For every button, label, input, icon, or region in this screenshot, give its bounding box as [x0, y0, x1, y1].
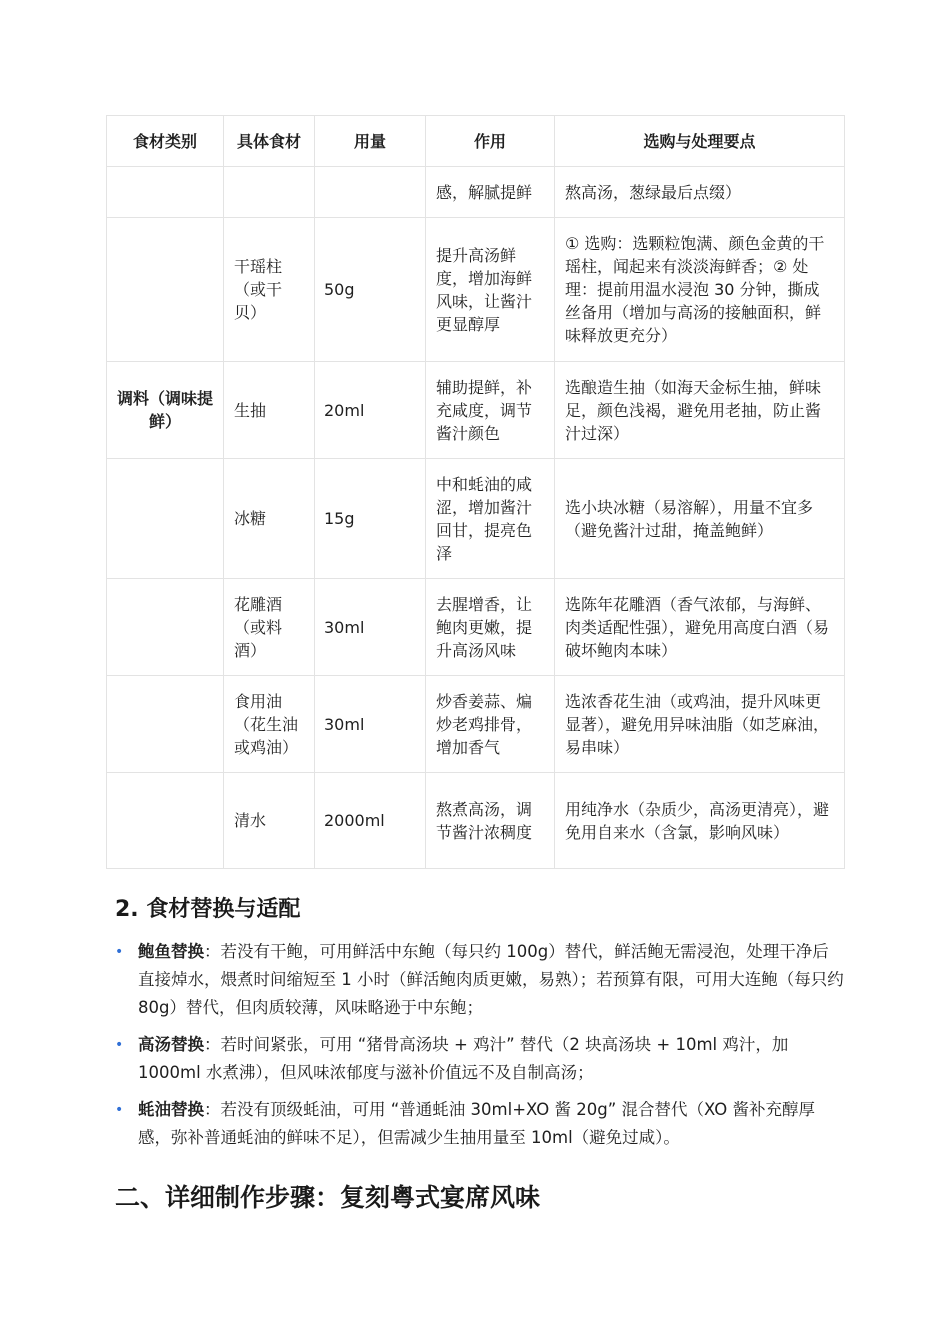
tips-cell: 选浓香花生油（或鸡油，提升风味更显著），避免用异味油脂（如芝麻油，易串味） [555, 676, 845, 773]
food-cell: 清水 [224, 773, 315, 869]
section-heading-substitutions: 2. 食材替换与适配 [115, 897, 301, 922]
food-cell: 冰糖 [224, 459, 315, 579]
food-cell: 干瑶柱（或干贝） [224, 218, 315, 362]
item-lead: 高汤替换 [138, 1035, 204, 1054]
item-text: ：若时间紧张，可用 “猪骨高汤块 + 鸡汁” 替代（2 块高汤块 + 10ml 鸡汁，加 1000ml 水煮沸），但风味浓郁度与滋补价值远不及自制高汤； [138, 1035, 789, 1082]
tips-cell: 熬高汤，葱绿最后点缀） [555, 167, 845, 218]
bullet-icon: • [115, 1037, 124, 1053]
food-cell: 生抽 [224, 362, 315, 459]
table-header-row [107, 116, 845, 167]
amount-cell: 50g [315, 218, 426, 362]
amount-cell [315, 167, 426, 218]
bullet-icon: • [115, 944, 124, 960]
role-cell: 去腥增香，让鲍肉更嫩，提升高汤风味 [426, 579, 555, 676]
header-category: 食材类别 [107, 116, 224, 167]
category-cell [107, 167, 224, 218]
category-cell [107, 218, 224, 362]
header-tips: 选购与处理要点 [555, 116, 845, 167]
tips-cell: 选小块冰糖（易溶解），用量不宜多（避免酱汁过甜，掩盖鲍鲜） [555, 459, 845, 579]
tips-cell: 选酿造生抽（如海天金标生抽，鲜味足，颜色浅褐，避免用老抽，防止酱汁过深） [555, 362, 845, 459]
table-row [107, 218, 845, 362]
table-row [107, 676, 845, 773]
food-cell [224, 167, 315, 218]
table-row [107, 773, 845, 869]
amount-cell: 20ml [315, 362, 426, 459]
amount-cell: 30ml [315, 579, 426, 676]
list-item [115, 938, 845, 1022]
header-role: 作用 [426, 116, 555, 167]
amount-cell: 15g [315, 459, 426, 579]
section-heading-steps: 二、详细制作步骤：复刻粤式宴席风味 [115, 1183, 541, 1212]
table-row [107, 362, 845, 459]
category-cell [107, 676, 224, 773]
role-cell: 辅助提鲜，补充咸度，调节酱汁颜色 [426, 362, 555, 459]
list-item [115, 1031, 845, 1087]
category-cell [107, 773, 224, 869]
tips-cell: 用纯净水（杂质少，高汤更清亮），避免用自来水（含氯，影响风味） [555, 773, 845, 869]
food-cell: 食用油（花生油或鸡油） [224, 676, 315, 773]
table-row [107, 459, 845, 579]
substitution-list [115, 938, 845, 1161]
role-cell: 熬煮高汤，调节酱汁浓稠度 [426, 773, 555, 869]
role-cell: 感，解腻提鲜 [426, 167, 555, 218]
header-amount: 用量 [315, 116, 426, 167]
item-lead: 蚝油替换 [138, 1100, 204, 1119]
table-row [107, 167, 845, 218]
tips-cell: 选陈年花雕酒（香气浓郁，与海鲜、肉类适配性强），避免用高度白酒（易破坏鲍肉本味） [555, 579, 845, 676]
category-cell [107, 579, 224, 676]
amount-cell: 30ml [315, 676, 426, 773]
category-cell [107, 459, 224, 579]
tips-cell: ① 选购：选颗粒饱满、颜色金黄的干瑶柱，闻起来有淡淡海鲜香；② 处理：提前用温水浸泡 30 分钟，撕成丝备用（增加与高汤的接触面积，鲜味释放更充分） [555, 218, 845, 362]
item-text: ：若没有干鲍，可用鲜活中东鲍（每只约 100g）替代，鲜活鲍无需浸泡，处理干净后直接焯水，煨煮时间缩短至 1 小时（鲜活鲍肉质更嫩，易熟）；若预算有限，可用大连鲍（每只约 80g）替代，但肉质较薄，风味略逊于中东鲍； [138, 942, 844, 1017]
food-cell: 花雕酒（或料酒） [224, 579, 315, 676]
amount-cell: 2000ml [315, 773, 426, 869]
role-cell: 中和蚝油的咸涩，增加酱汁回甘，提亮色泽 [426, 459, 555, 579]
bullet-icon: • [115, 1102, 124, 1118]
item-text: ：若没有顶级蚝油，可用 “普通蚝油 30ml+XO 酱 20g” 混合替代（XO 酱补充醇厚感，弥补普通蚝油的鲜味不足），但需减少生抽用量至 10ml（避免过咸）。 [138, 1100, 815, 1147]
ingredients-table [106, 115, 845, 869]
table-row [107, 579, 845, 676]
role-cell: 炒香姜蒜、煸炒老鸡排骨，增加香气 [426, 676, 555, 773]
role-cell: 提升高汤鲜度，增加海鲜风味，让酱汁更显醇厚 [426, 218, 555, 362]
category-cell: 调料（调味提鲜） [107, 362, 224, 459]
list-item [115, 1096, 845, 1152]
header-food: 具体食材 [224, 116, 315, 167]
item-lead: 鲍鱼替换 [138, 942, 204, 961]
